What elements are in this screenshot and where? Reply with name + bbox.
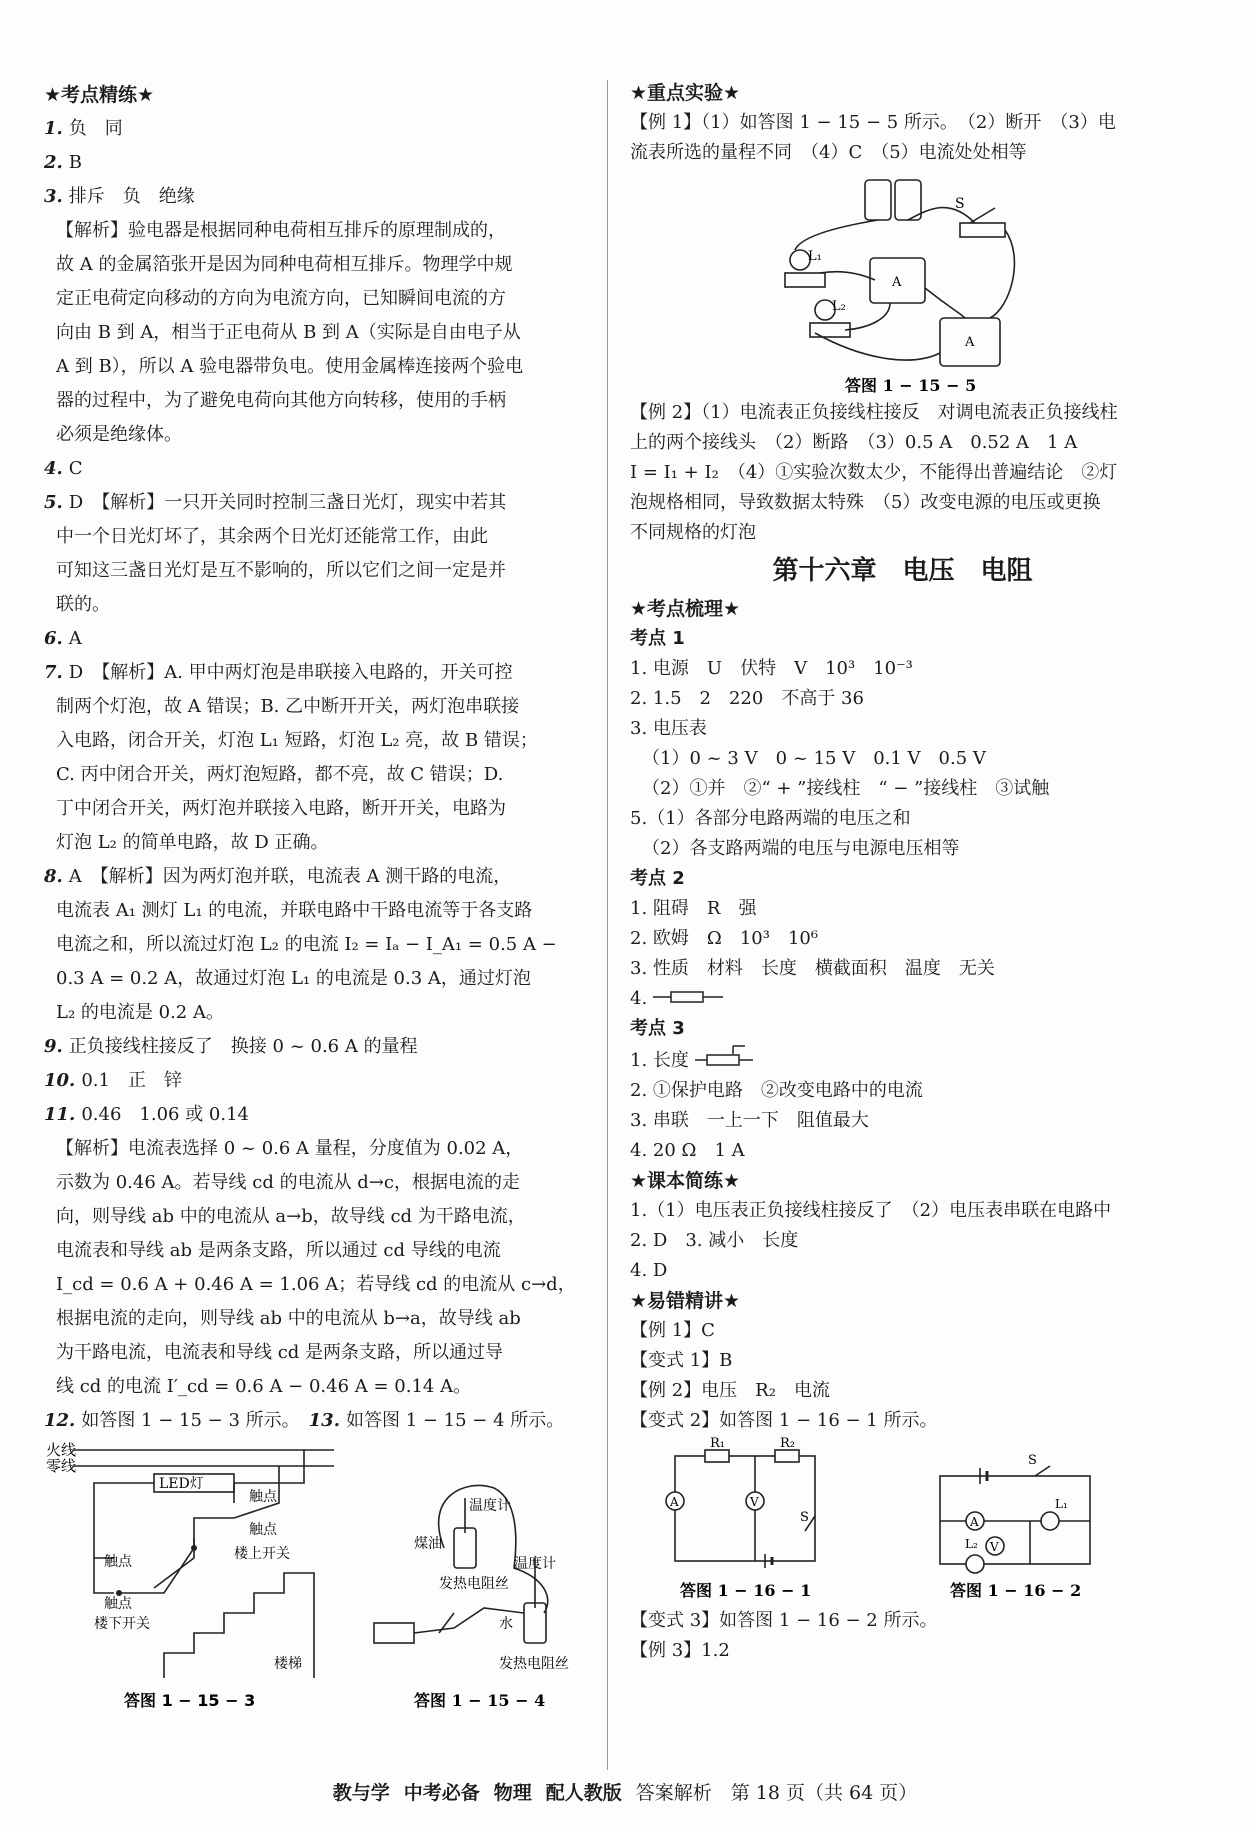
svg-text:触点: 触点: [249, 1489, 277, 1505]
svg-text:答图 1 − 15 − 5: 答图 1 − 15 − 5: [845, 376, 977, 395]
answer-4: 4. C: [44, 458, 83, 479]
answer-5: 5. D 【解析】一只开关同时控制三盏日光灯，现实中若其 中一个日光灯坏了，其余两个日光灯还能常工作，由此 可知这三盏日光灯是互不影响的，所以它们之间一定是并 联的。: [44, 492, 507, 615]
svg-text:R₁: R₁: [710, 1436, 725, 1451]
svg-text:煤油: 煤油: [414, 1536, 442, 1552]
svg-text:零线: 零线: [46, 1457, 77, 1475]
chapter-title: 第十六章 电压 电阻: [772, 556, 1033, 586]
points-block: 考点 1 1. 电源 U 伏特 V 10³ 10⁻³ 2. 1.5 2 220 不高于 36 3. 电压表 （1）0 ~ 3 V 0 ~ 15 V 0.1 V 0.5 V （2）①并 ②“ + ”接线柱 “ − ”接线柱 ③试触 5.（1）各部分电路两端的电压之和 （2）各支路两端的电压与电源电压相等 考点 2 1. 阻碍 R 强 2. 欧姆 Ω 10³ 10⁶ 3. 性质 材料 长度 横截面积 温度 无关 4. 考点 3 1. 长度 2. ①保护电路 ②改变电路中的电流 3. 串联 一上一下 阻值最大 4. 20 Ω 1 A: [630, 624, 1175, 1166]
svg-text:触点: 触点: [249, 1522, 277, 1538]
svg-text:R₂: R₂: [780, 1436, 795, 1451]
figure-1-15-5: [630, 168, 1175, 398]
point-2-title: 考点 2: [630, 868, 685, 889]
section-heading-errors: ★易错精讲★: [630, 1290, 741, 1312]
example-2: 【例 2】（1）电流表正负接线柱接反 对调电流表正负接线柱 上的两个接线头 （2）断路 （3）0.5 A 0.52 A 1 A I = I₁ + I₂ （4）①实验次数太少，不能得出普遍结论 ②灯 泡规格相同，导致数据太特殊 （5）改变电源的电压或更换 不同规格的灯泡: [630, 402, 1118, 543]
svg-text:L₂: L₂: [832, 299, 846, 314]
left-column: [44, 78, 589, 1728]
svg-text:S: S: [955, 196, 965, 212]
svg-text:LED灯: LED灯: [159, 1476, 204, 1492]
figure-1-15-3-and-4: [44, 1438, 589, 1728]
answer-9: 9. 正负接线柱接反了 换接 0 ~ 0.6 A 的量程: [44, 1036, 418, 1057]
svg-text:水: 水: [499, 1616, 513, 1632]
answer-6: 6. A: [44, 628, 82, 649]
example-1: 【例 1】（1）如答图 1 − 15 − 5 所示。 （2）断开 （3）电 流表所选的量程不同 （4）C （5）电流处处相等: [630, 112, 1116, 163]
svg-text:L₁: L₁: [808, 249, 822, 264]
figures-row-left: [44, 1438, 589, 1728]
svg-text:发热电阻丝: 发热电阻丝: [439, 1576, 509, 1592]
svg-text:温度计: 温度计: [469, 1498, 511, 1514]
error-answers: 【例 1】C 【变式 1】B 【例 2】电压 R₂ 电流 【变式 2】如答图 1 − 16 − 1 所示。: [630, 1320, 938, 1431]
answer-11-explanation: 【解析】电流表选择 0 ~ 0.6 A 量程，分度值为 0.02 A， 示数为 0.46 A。若导线 cd 的电流从 d→c，根据电流的走 向，则导线 ab 中的电流从 a→b，故导线 cd 为干路电流， 电流表和导线 ab 是两条支路，所以通过 cd 导线的电流 I_cd = 0.6 A + 0.46 A = 1.06 A；若导线 cd 的电流从 c→d， 根据电流的走向，则导线 ab 中的电流从 b→a，故导线 ab 为干路电流，电流表和导线 cd 是两条支路，所以通过导 线 cd 的电流 I′_cd = 0.6 A − 0.46 A = 0.14 A。: [56, 1138, 576, 1397]
page-footer: 教与学 中考必备 物理 配人教版 答案解析 第 18 页（共 64 页）: [332, 1782, 918, 1804]
answer-8: 8. A 【解析】因为两灯泡并联，电流表 A 测干路的电流， 电流表 A₁ 测灯 L₁ 的电流，并联电路中干路电流等于各支路 电流之和，所以流过灯泡 L₂ 的电流 I₂ = Iₐ − I_A₁ = 0.5 A − 0.3 A = 0.2 A，故通过灯泡 L₁ 的电流是 0.3 A，通过灯泡 L₂ 的电流是 0.2 A。: [44, 866, 557, 1023]
svg-text:触点: 触点: [104, 1596, 132, 1612]
svg-text:答图 1 − 15 − 3: 答图 1 − 15 − 3: [124, 1691, 256, 1710]
svg-text:L₁: L₁: [1055, 1497, 1068, 1511]
figures-1-16: [630, 1436, 1175, 1606]
svg-text:答图 1 − 15 − 4: 答图 1 − 15 − 4: [414, 1691, 546, 1710]
svg-text:触点: 触点: [104, 1554, 132, 1570]
svg-text:楼上开关: 楼上开关: [234, 1546, 290, 1562]
answer-1: 1. 负 同: [44, 118, 123, 139]
point-1-title: 考点 1: [630, 628, 685, 649]
svg-text:L₂: L₂: [965, 1537, 978, 1551]
answer-11: 11. 0.46 1.06 或 0.14: [44, 1104, 250, 1125]
rheostat-symbol-line: 1. 长度: [630, 1044, 1175, 1076]
svg-text:A: A: [670, 1495, 679, 1509]
svg-text:A: A: [965, 335, 975, 350]
book-answers: 1.（1）电压表正负接线柱接反了 （2）电压表串联在电路中 2. D 3. 减小 长度 4. D: [630, 1200, 1112, 1281]
svg-text:答图 1 − 16 − 2: 答图 1 − 16 − 2: [950, 1581, 1082, 1600]
svg-text:楼梯: 楼梯: [274, 1656, 302, 1672]
svg-text:温度计: 温度计: [514, 1556, 556, 1572]
answer-3-explanation: 【解析】验电器是根据同种电荷相互排斥的原理制成的， 故 A 的金属箔张开是因为同种电荷相互排斥。物理学中规 定正电荷定向移动的方向为电流方向，已知瞬间电流的方 向由 B 到 A，相当于正电荷从 B 到 A（实际是自由电子从 A 到 B），所以 A 验电器带负电。使用金属棒连接两个验电 器的过程中，为了避免电荷向其他方向转移，使用的手柄 必须是绝缘体。: [56, 220, 524, 445]
svg-text:楼下开关: 楼下开关: [94, 1616, 150, 1632]
svg-text:S: S: [1028, 1453, 1037, 1468]
variant-3: 【变式 3】如答图 1 − 16 − 2 所示。: [630, 1610, 938, 1631]
point-3-title: 考点 3: [630, 1018, 685, 1039]
svg-text:S: S: [800, 1510, 809, 1525]
column-divider: [607, 80, 608, 1770]
svg-text:A: A: [892, 275, 902, 290]
answer-10: 10. 0.1 正 锌: [44, 1070, 182, 1091]
resistor-symbol-line: 4.: [630, 984, 1175, 1014]
section-heading-practice: ★考点精练★: [44, 84, 155, 106]
svg-text:发热电阻丝: 发热电阻丝: [499, 1656, 569, 1672]
svg-text:答图 1 − 16 − 1: 答图 1 − 16 − 1: [680, 1581, 812, 1600]
svg-text:V: V: [750, 1495, 759, 1509]
section-heading-book: ★课本简练★: [630, 1170, 741, 1192]
svg-text:A: A: [970, 1515, 979, 1529]
answer-7: 7. D 【解析】A. 甲中两灯泡是串联接入电路的，开关可控 制两个灯泡，故 A 错误；B. 乙中断开开关，两灯泡串联接 入电路，闭合开关，灯泡 L₁ 短路，灯泡 L₂ 亮，故 B 错误； C. 丙中闭合开关，两灯泡短路，都不亮，故 C 错误；D. 丁中闭合开关，两灯泡并联接入电路，断开开关，电路为 灯泡 L₂ 的简单电路，故 D 正确。: [44, 662, 538, 853]
resistor-symbol-icon: [653, 990, 723, 1004]
section-heading-experiment: ★重点实验★: [630, 82, 741, 104]
example-3: 【例 3】1.2: [630, 1640, 730, 1661]
answer-12-13: 12. 如答图 1 − 15 − 3 所示。 13. 如答图 1 − 15 − 4 所示。: [44, 1410, 565, 1431]
answer-2: 2. B: [44, 152, 83, 173]
section-heading-sort: ★考点梳理★: [630, 598, 741, 620]
svg-text:V: V: [990, 1540, 999, 1554]
rheostat-symbol-icon: [695, 1044, 755, 1066]
answer-3: 3. 排斥 负 绝缘: [44, 186, 195, 207]
right-column: [630, 78, 1175, 1666]
svg-text:火线: 火线: [46, 1441, 77, 1459]
